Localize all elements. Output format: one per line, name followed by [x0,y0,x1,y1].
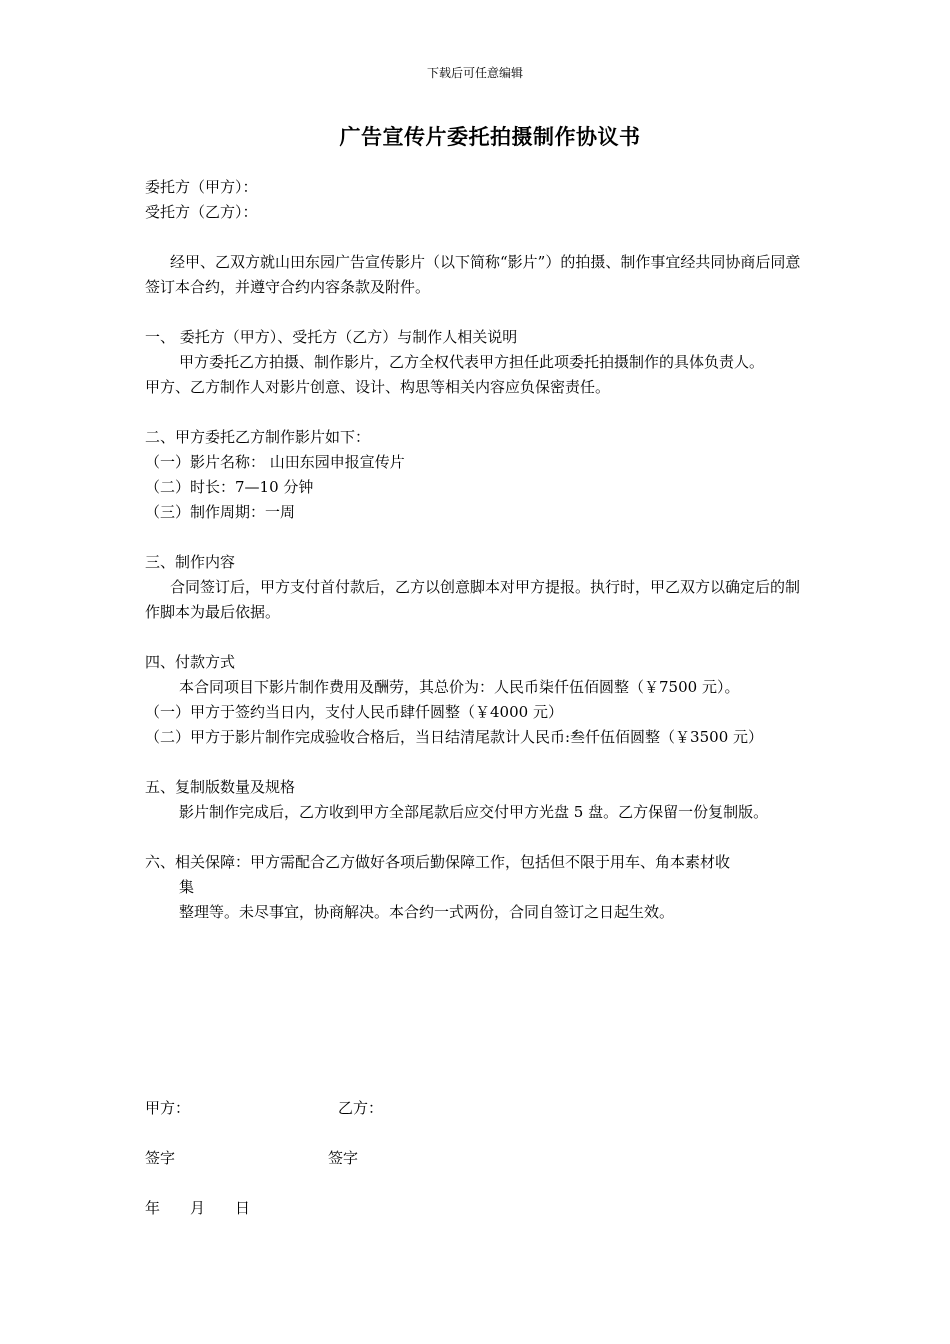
section-5-heading: 五、复制版数量及规格 [145,778,296,796]
client-party-line: 委托方（甲方）： [145,178,258,196]
section-1-paragraph-2: 甲方、乙方制作人对影片创意、设计、构思等相关内容应负保密责任。 [145,378,611,396]
header-note: 下载后可任意编辑 [426,66,523,80]
section-6-line-2: 集 [179,878,195,896]
section-2-item-2: （二）时长：7—10 分钟 [145,478,314,496]
section-4-item-1: （一）甲方于签约当日内，支付人民币肆仟圆整（￥4000 元） [145,703,563,721]
section-2-item-1: （一）影片名称： 山田东园申报宣传片 [145,453,405,471]
party-a-label: 甲方： [145,1099,191,1117]
date-label: 年 月 日 [145,1199,251,1217]
intro-paragraph: 经甲、乙双方就山田东园广告宣传影片（以下简称“影片”）的拍摄、制作事宜经共同协商后同意签订本合约，并遵守合约内容条款及附件。 [145,253,801,296]
section-1-heading: 一、 委托方（甲方）、受托方（乙方）与制作人相关说明 [145,328,518,346]
section-2-item-3: （三）制作周期：一周 [145,503,296,521]
section-3-heading: 三、制作内容 [145,553,236,571]
section-4-item-2: （二）甲方于影片制作完成验收合格后，当日结清尾款计人民币:叁仟伍佰圆整（￥3500 元） [145,728,763,746]
section-6-line-1: 六、相关保障：甲方需配合乙方做好各项后勤保障工作，包括但不限于用车、角本素材收 [145,853,731,871]
page-title: 广告宣传片委托拍摄制作协议书 [339,124,641,149]
section-6-line-3: 整理等。未尽事宜，协商解决。本合约一式两份，合同自签订之日起生效。 [179,903,675,921]
contractor-party-line: 受托方（乙方）： [145,203,258,221]
section-3-paragraph: 合同签订后，甲方支付首付款后，乙方以创意脚本对甲方提报。执行时，甲乙双方以确定后的制作脚本为最后依据。 [145,578,801,621]
party-a-signature-label: 签字 [145,1149,176,1167]
party-b-signature-label: 签字 [328,1149,359,1167]
party-b-label: 乙方： [338,1099,384,1117]
section-2-heading: 二、甲方委托乙方制作影片如下： [145,428,371,446]
section-1-paragraph-1: 甲方委托乙方拍摄、制作影片，乙方全权代表甲方担任此项委托拍摄制作的具体负责人。 [179,353,765,371]
section-4-heading: 四、付款方式 [145,653,236,671]
contract-body [145,175,810,925]
section-5-paragraph: 影片制作完成后，乙方收到甲方全部尾款后应交付甲方光盘 5 盘。乙方保留一份复制版。 [179,803,769,821]
section-4-paragraph: 本合同项目下影片制作费用及酬劳，其总价为：人民币柒仟伍佰圆整（￥7500 元）。 [179,678,740,696]
